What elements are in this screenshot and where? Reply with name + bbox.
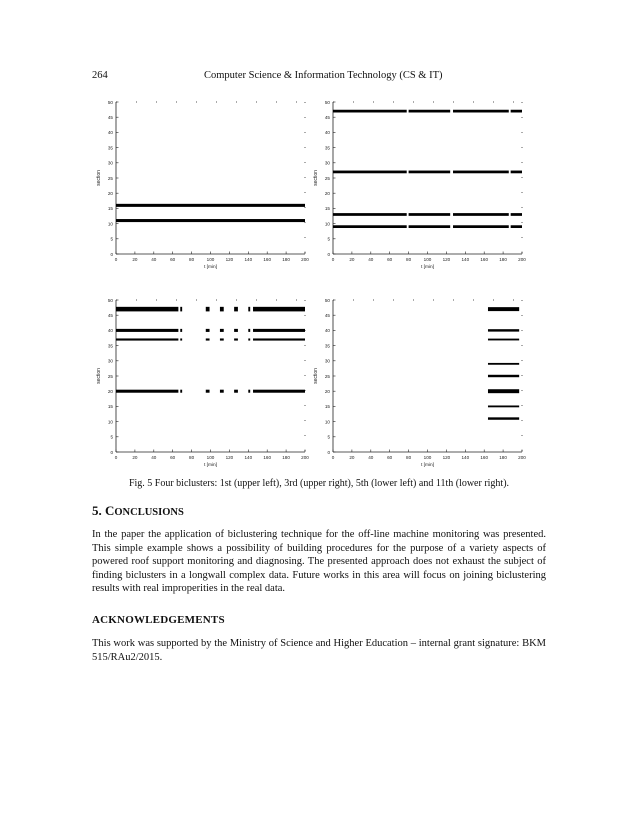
x-tick-label: 160: [263, 455, 272, 460]
x-tick-label: 20: [349, 257, 355, 262]
y-tick-label: 25: [324, 175, 330, 181]
bicluster-segment: [488, 417, 519, 419]
y-tick-label: 0: [110, 251, 113, 257]
conclusions-paragraph: In the paper the application of biclustering technique for the off-line machine monitoring was presented. This simple example shows a possibility of building procedures for the purpose of a variety aspects of powered roof support monitoring and diagnosing. The presented approach does not exhaust the subject of finding biclusters in a longwall complex data. Future works in this area will focus on joining biclustering results with real improperities in the real data.: [92, 529, 546, 595]
bicluster-segment: [511, 213, 522, 216]
bicluster-segment: [333, 225, 407, 228]
y-tick-label: 10: [324, 419, 330, 425]
y-tick-label: 35: [107, 145, 113, 151]
x-tick-label: 40: [151, 455, 157, 460]
acknowledgements-paragraph: This work was supported by the Ministry of Science and Higher Education – internal grant signature: BKM 515/RAu2/2015.: [92, 638, 546, 663]
x-tick-label: 80: [406, 257, 412, 262]
x-tick-label: 60: [387, 455, 393, 460]
y-tick-label: 35: [324, 145, 330, 151]
bicluster-segment: [488, 307, 519, 311]
section-title-first: C: [105, 503, 115, 518]
x-tick-label: 140: [461, 455, 470, 460]
y-tick-label: 45: [324, 313, 330, 318]
x-tick-label: 40: [151, 257, 157, 262]
bicluster-segment: [116, 329, 178, 332]
x-tick-label: 160: [480, 455, 489, 460]
y-tick-label: 30: [324, 358, 330, 364]
x-tick-label: 80: [189, 455, 195, 460]
journal-title: Computer Science & Information Technology (CS & IT): [204, 70, 443, 81]
panel-upper-right: [313, 100, 526, 270]
y-tick-label: 15: [324, 404, 330, 410]
bicluster-segment: [488, 339, 519, 341]
y-tick-label: 5: [110, 236, 113, 242]
x-tick-label: 140: [244, 257, 253, 262]
x-tick-label: 140: [244, 455, 253, 460]
bicluster-segment: [180, 338, 182, 340]
bicluster-segment: [248, 329, 250, 332]
bicluster-segment: [206, 307, 210, 312]
x-tick-label: 0: [331, 455, 335, 460]
x-tick-label: 0: [114, 257, 118, 262]
x-tick-label: 200: [301, 257, 309, 262]
y-tick-label: 10: [324, 221, 330, 227]
x-tick-label: 100: [206, 257, 215, 262]
x-tick-label: 160: [263, 257, 272, 262]
bicluster-segment: [180, 329, 182, 332]
x-tick-label: 60: [387, 257, 393, 262]
y-tick-label: 10: [107, 419, 113, 425]
bicluster-segment: [116, 390, 178, 393]
x-tick-label: 20: [132, 455, 138, 460]
panel-lower-left: [96, 298, 309, 468]
x-tick-label: 200: [518, 455, 526, 460]
bicluster-segment: [220, 338, 224, 340]
x-tick-label: 180: [499, 455, 507, 460]
x-tick-label: 120: [442, 257, 451, 262]
bicluster-segment: [409, 225, 451, 228]
section-title-rest: ONCLUSIONS: [114, 507, 184, 518]
y-tick-label: 40: [107, 130, 113, 136]
bicluster-segment: [234, 329, 238, 332]
bicluster-segment: [488, 405, 519, 407]
x-tick-label: 180: [282, 455, 290, 460]
x-tick-label: 40: [368, 455, 374, 460]
bicluster-segment: [253, 307, 305, 312]
bicluster-segment: [409, 171, 451, 174]
bicluster-segment: [180, 307, 182, 312]
x-tick-label: 180: [282, 257, 290, 262]
bicluster-segment: [234, 338, 238, 340]
acknowledgements-heading: ACKNOWLEDGEMENTS: [92, 614, 225, 626]
y-tick-label: 15: [107, 404, 113, 410]
y-tick-label: 50: [324, 99, 330, 105]
x-tick-label: 40: [368, 257, 374, 262]
bicluster-segment: [453, 225, 509, 228]
bicluster-segment: [116, 204, 305, 207]
x-tick-label: 100: [423, 257, 432, 262]
y-tick-label: 25: [107, 373, 113, 379]
section-heading: [92, 503, 184, 519]
x-axis-label: t [min]: [203, 463, 218, 468]
bicluster-segment: [116, 307, 178, 312]
y-tick-label: 30: [324, 160, 330, 166]
y-tick-label: 15: [107, 206, 113, 212]
x-tick-label: 60: [170, 257, 176, 262]
running-header: [92, 70, 546, 84]
bicluster-segment: [248, 307, 250, 312]
x-tick-label: 140: [461, 257, 470, 262]
bicluster-segment: [253, 329, 305, 332]
bicluster-segment: [409, 213, 451, 216]
figure-biclusters: [80, 96, 550, 476]
y-tick-label: 45: [324, 115, 330, 120]
y-axis-label: section: [313, 170, 319, 186]
y-axis-label: section: [96, 368, 102, 384]
bicluster-segment: [220, 390, 224, 393]
bicluster-segment: [206, 338, 210, 340]
bicluster-segment: [488, 363, 519, 365]
y-tick-label: 0: [327, 251, 330, 257]
y-tick-label: 45: [107, 313, 113, 318]
y-tick-label: 5: [110, 434, 113, 440]
bicluster-segment: [116, 219, 305, 222]
panel-upper-left: [96, 100, 309, 270]
x-axis-label: t [min]: [420, 463, 435, 468]
bicluster-segment: [453, 110, 509, 113]
bicluster-segment: [511, 171, 522, 174]
bicluster-segment: [488, 375, 519, 377]
x-tick-label: 120: [225, 455, 234, 460]
bicluster-segment: [453, 213, 509, 216]
bicluster-segment: [333, 213, 407, 216]
bicluster-segment: [234, 307, 238, 312]
x-tick-label: 20: [132, 257, 138, 262]
figure-svg: [80, 96, 550, 476]
y-tick-label: 20: [324, 389, 330, 394]
y-tick-label: 25: [324, 373, 330, 379]
x-tick-label: 120: [225, 257, 234, 262]
x-tick-label: 60: [170, 455, 176, 460]
y-tick-label: 30: [107, 160, 113, 166]
y-tick-label: 50: [324, 297, 330, 303]
x-tick-label: 80: [189, 257, 195, 262]
y-tick-label: 20: [107, 191, 113, 196]
bicluster-segment: [206, 329, 210, 332]
y-axis-label: section: [313, 368, 319, 384]
bicluster-segment: [220, 307, 224, 312]
figure-caption: Fig. 5 Four biclusters: 1st (upper left), 3rd (upper right), 5th (lower left) and 11th (lower right).: [128, 478, 510, 489]
y-tick-label: 20: [107, 389, 113, 394]
page-number: 264: [92, 70, 108, 81]
bicluster-segment: [234, 390, 238, 393]
x-axis-label: t [min]: [203, 265, 218, 270]
bicluster-segment: [488, 389, 519, 393]
x-tick-label: 200: [518, 257, 526, 262]
bicluster-segment: [220, 329, 224, 332]
section-number: 5.: [92, 503, 102, 518]
x-tick-label: 80: [406, 455, 412, 460]
x-tick-label: 200: [301, 455, 309, 460]
y-tick-label: 10: [107, 221, 113, 227]
bicluster-segment: [253, 338, 305, 340]
y-tick-label: 20: [324, 191, 330, 196]
x-tick-label: 20: [349, 455, 355, 460]
panel-lower-right: [313, 298, 526, 468]
y-tick-label: 40: [107, 328, 113, 334]
y-tick-label: 25: [107, 175, 113, 181]
y-tick-label: 45: [107, 115, 113, 120]
bicluster-segment: [248, 390, 250, 393]
x-tick-label: 0: [331, 257, 335, 262]
bicluster-segment: [248, 338, 250, 340]
bicluster-segment: [488, 329, 519, 331]
bicluster-segment: [180, 390, 182, 393]
y-tick-label: 35: [324, 343, 330, 349]
y-tick-label: 5: [327, 434, 330, 440]
bicluster-segment: [253, 390, 305, 393]
bicluster-segment: [511, 225, 522, 228]
y-tick-label: 50: [107, 99, 113, 105]
y-tick-label: 35: [107, 343, 113, 349]
y-tick-label: 5: [327, 236, 330, 242]
bicluster-segment: [409, 110, 451, 113]
y-tick-label: 40: [324, 328, 330, 334]
bicluster-segment: [333, 171, 407, 174]
bicluster-segment: [116, 338, 178, 340]
y-tick-label: 40: [324, 130, 330, 136]
bicluster-segment: [206, 390, 210, 393]
y-tick-label: 30: [107, 358, 113, 364]
bicluster-segment: [453, 171, 509, 174]
y-tick-label: 50: [107, 297, 113, 303]
x-tick-label: 120: [442, 455, 451, 460]
bicluster-segment: [511, 110, 522, 113]
x-tick-label: 100: [423, 455, 432, 460]
y-tick-label: 0: [327, 449, 330, 455]
y-tick-label: 0: [110, 449, 113, 455]
x-axis-label: t [min]: [420, 265, 435, 270]
x-tick-label: 160: [480, 257, 489, 262]
x-tick-label: 180: [499, 257, 507, 262]
x-tick-label: 100: [206, 455, 215, 460]
x-tick-label: 0: [114, 455, 118, 460]
y-axis-label: section: [96, 170, 102, 186]
bicluster-segment: [333, 110, 407, 113]
y-tick-label: 15: [324, 206, 330, 212]
